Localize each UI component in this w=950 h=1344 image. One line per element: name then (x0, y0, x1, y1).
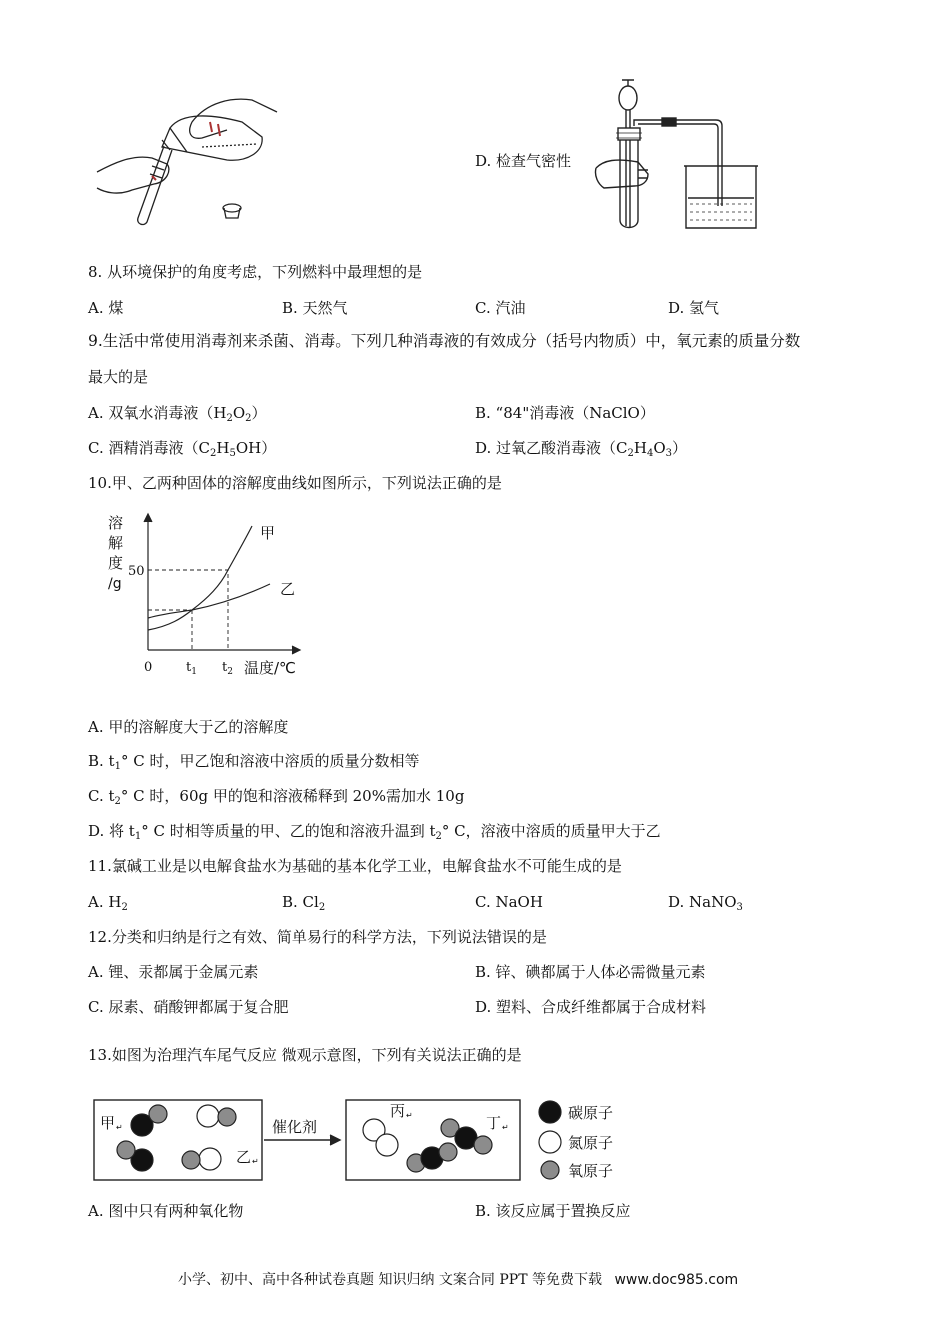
q11-option-c: C. NaOH (475, 893, 543, 911)
ylabel-char-4: /g (108, 576, 122, 592)
label-ding: 丁 (486, 1114, 502, 1132)
footer-link[interactable]: www.doc985.com (614, 1272, 739, 1288)
q11-option-a: A. $H_2$ (88, 893, 128, 913)
q9-option-d: D. 过氧乙酸消毒液$(C_2H_4O_3)$ (475, 439, 688, 459)
q7-option-d: D. 检查气密性 (475, 152, 572, 170)
solubility-curve-graph (100, 508, 310, 683)
q9-stem-line2: 最大的是 (88, 368, 149, 386)
q12-option-d: D. 塑料、合成纤维都属于合成材料 (475, 998, 707, 1016)
ylabel-char-3: 度 (108, 554, 124, 572)
curve-jia-label: 甲 (260, 524, 276, 542)
q12-stem: 12.分类和归纳是行之有效、简单易行的科学方法，下列说法错误的是 (88, 928, 547, 946)
q8-option-b: B. 天然气 (282, 299, 348, 317)
legend-carbon-atom (539, 1101, 561, 1123)
airtightness-check-apparatus (590, 78, 770, 233)
label-yi: 乙 (236, 1148, 252, 1166)
t1-label: $t_1$ (186, 660, 197, 677)
q10-option-a: A. 甲的溶解度大于乙的溶解度 (88, 718, 289, 736)
legend-nitrogen-label: 氮原子 (568, 1134, 614, 1152)
q12-option-b: B. 锌、碘都属于人体必需微量元素 (475, 963, 706, 981)
q11-option-b: B. $Cl_2$ (282, 893, 326, 913)
svg-text:↵: ↵ (252, 1157, 259, 1166)
origin-label: 0 (144, 660, 153, 675)
curve-yi-label: 乙 (280, 580, 296, 598)
q10-option-d: D. 将 $t_1^\circ$ C 时相等质量的甲、乙的饱和溶液升温到 $t_2^\circ$ C，溶液中溶质的质量甲大于乙 (88, 822, 661, 842)
label-jia: 甲 (100, 1114, 116, 1132)
q12-option-a: A. 锂、汞都属于金属元素 (88, 963, 259, 981)
legend-oxygen-label: 氧原子 (568, 1162, 614, 1180)
legend-nitrogen-atom (539, 1131, 561, 1153)
curve-yi (148, 584, 270, 618)
q9-option-a: A. 双氧水消毒液$(H_2O_2)$ (88, 404, 267, 424)
label-bing: 丙 (390, 1102, 406, 1120)
footer-text: 小学、初中、高中各种试卷真题 知识归纳 文案合同 PPT 等免费下载 (178, 1272, 602, 1288)
svg-text:↵: ↵ (502, 1123, 509, 1132)
q8-option-c: C. 汽油 (475, 299, 526, 317)
ylabel-char-1: 溶 (108, 514, 124, 532)
t2-label: $t_2$ (222, 660, 233, 677)
catalyst-label: 催化剂 (272, 1118, 318, 1136)
q9-stem-line1: 9.生活中常使用消毒剂来杀菌、消毒。下列几种消毒液的有效成分（括号内物质）中，氧元素的质量分数 (88, 332, 801, 350)
legend-oxygen-atom (541, 1161, 559, 1179)
q13-stem: 13.如图为治理汽车尾气反应 微观示意图，下列有关说法正确的是 (88, 1046, 522, 1064)
q13-option-a: A. 图中只有两种氧化物 (88, 1202, 244, 1220)
q9-option-b: B. “84"消毒液（NaClO） (475, 404, 655, 422)
pouring-liquid-illustration (92, 92, 282, 232)
q12-option-c: C. 尿素、硝酸钾都属于复合肥 (88, 998, 289, 1016)
y-tick-50: 50 (128, 564, 145, 579)
reactants-box (94, 1100, 262, 1180)
q8-option-d: D. 氢气 (668, 299, 720, 317)
q13-option-b: B. 该反应属于置换反应 (475, 1202, 631, 1220)
q11-stem: 11.氯碱工业是以电解食盐水为基础的基本化学工业，电解食盐水不可能生成的是 (88, 857, 622, 875)
svg-text:↵: ↵ (116, 1123, 123, 1132)
reaction-microscopic-diagram (90, 1090, 650, 1190)
svg-text:↵: ↵ (406, 1111, 413, 1120)
footer (178, 1270, 738, 1290)
q10-option-c: C. $t_2^\circ$ C 时，60g 甲的饱和溶液稀释到 20%需加水 10g (88, 787, 465, 807)
q9-option-c: C. 酒精消毒液$(C_2H_5OH)$ (88, 439, 277, 459)
q11-option-d: D. NaNO$_3$ (668, 893, 743, 913)
q8-stem: 8. 从环境保护的角度考虑，下列燃料中最理想的是 (88, 263, 423, 281)
q8-option-a: A. 煤 (88, 299, 124, 317)
q10-option-b: B. $t_1^\circ$ C 时，甲乙饱和溶液中溶质的质量分数相等 (88, 752, 420, 772)
q10-stem: 10.甲、乙两种固体的溶解度曲线如图所示，下列说法正确的是 (88, 474, 502, 492)
ylabel-char-2: 解 (108, 534, 124, 552)
xlabel: 温度/℃ (244, 659, 296, 677)
legend-carbon-label: 碳原子 (568, 1104, 614, 1122)
